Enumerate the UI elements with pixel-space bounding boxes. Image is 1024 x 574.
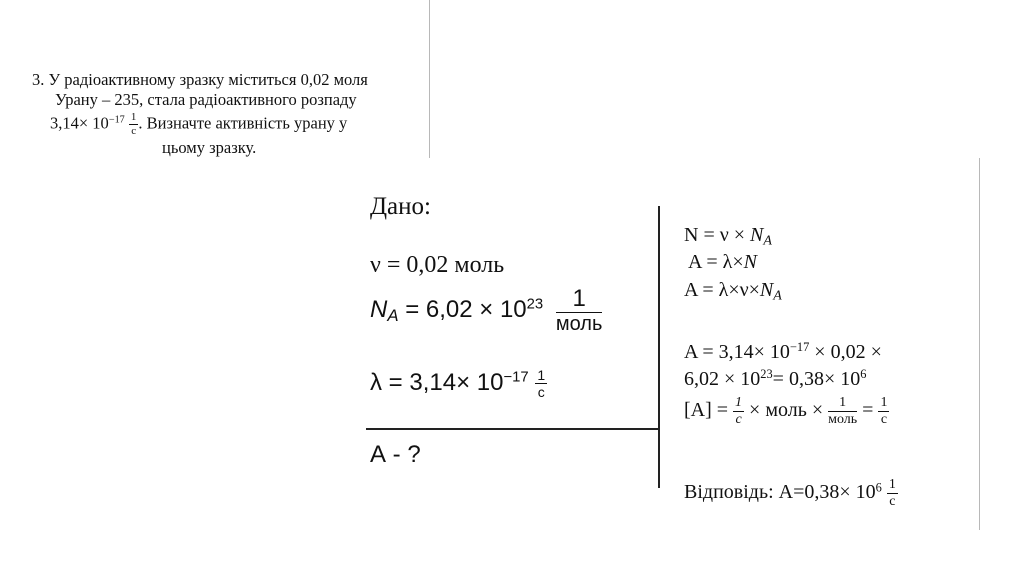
- solution-line-1: $N = \nu \times N_A$: [684, 224, 772, 249]
- unit-fraction-1: $\frac{1}{с}$: [735, 395, 743, 427]
- given-avogadro: $N_A = 6,02 \times 10^{23}$ $\frac{1}{\text{моль}}$: [370, 285, 603, 335]
- slide-divider-right: [979, 158, 980, 530]
- slide-divider-top: [429, 0, 430, 158]
- answer-line: Відповідь: $А=0,38\times 10^6$ $\frac{1}{с}$: [684, 477, 896, 509]
- solution-line-5: $6,02 \times 10^{23}= 0,38\times 10^6$: [684, 367, 867, 390]
- problem-line-1: 3. У радіоактивному зразку міститься 0,02 моля: [32, 70, 368, 89]
- unit-fraction-2: $\frac{1}{\text{моль}}$: [828, 395, 858, 427]
- lambda-fraction: $\frac{1}{с}$: [537, 367, 546, 400]
- solution-divider-line: [658, 206, 660, 488]
- problem-fraction: $\frac{1}{с}$: [130, 111, 137, 137]
- avogadro-fraction: $\frac{1}{\text{моль}}$: [555, 285, 603, 335]
- given-separator-line: [366, 428, 658, 430]
- given-title: Дано:: [370, 193, 431, 220]
- answer-fraction: $\frac{1}{с}$: [888, 477, 896, 509]
- given-nu: ν = 0,02 моль: [370, 252, 505, 278]
- given-lambda: $\lambda = 3,14\times 10^{-17}$ $\frac{1}{с}$: [370, 367, 546, 400]
- unit-fraction-3: $\frac{1}{с}$: [880, 395, 888, 427]
- solution-line-6: [A] = $\frac{1}{с}$ × моль × $\frac{1}{\text{моль}}$ = $\frac{1}{с}$: [684, 395, 888, 427]
- given-find: А - ?: [370, 441, 421, 468]
- problem-line-4: цьому зразку.: [162, 138, 257, 157]
- solution-line-2: A = λ×N: [688, 251, 757, 273]
- problem-line-2: Урану – 235, стала радіоактивного розпаду: [55, 90, 357, 109]
- solution-line-4: $A = 3,14\times 10^{-17} \times 0,02$ ×: [684, 340, 882, 363]
- problem-line-3: $3,14\times 10^{-17}$ $\frac{1}{с}$ . Визначте активність урану у: [50, 111, 348, 137]
- solution-line-3: $A = \lambda\times\nu\times N_A$: [684, 279, 782, 304]
